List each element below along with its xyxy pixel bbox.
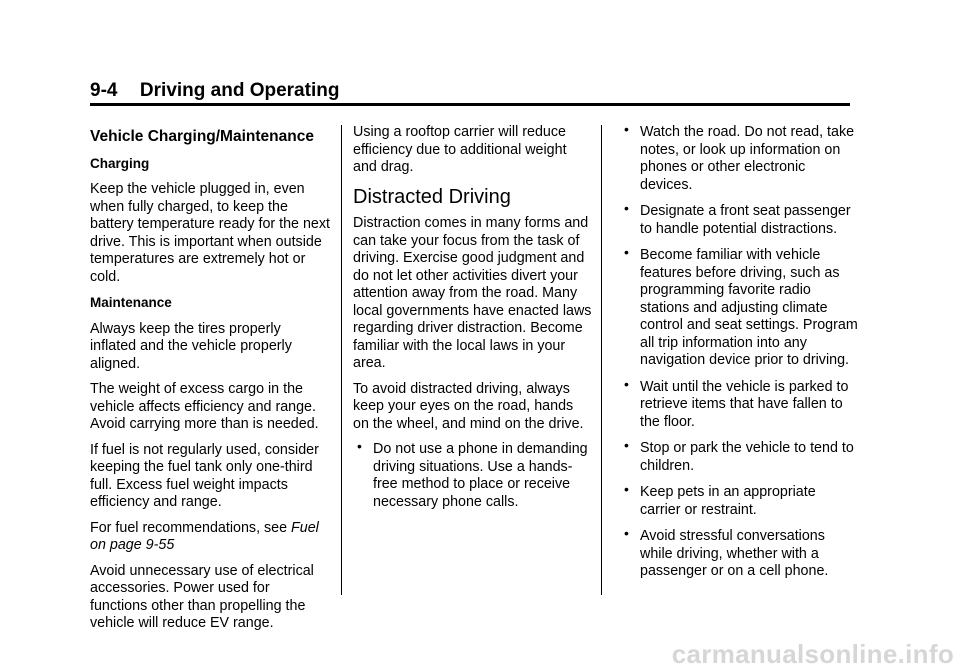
bullet-icon: • xyxy=(624,525,629,541)
list-item-text: Designate a front seat passenger to handle potential distractions. xyxy=(640,203,851,237)
bullet-icon: • xyxy=(624,244,629,260)
list-item xyxy=(620,481,860,519)
bullet-icon: • xyxy=(624,121,629,137)
charging-heading: Charging xyxy=(90,155,150,171)
rooftop-paragraph: Using a rooftop carrier will reduce efficiency due to additional weight and drag. xyxy=(353,124,567,175)
column-divider-2 xyxy=(601,125,602,595)
bullet-icon: • xyxy=(624,375,629,392)
list-item-text: Become familiar with vehicle features before driving, such as programming favorite radio stations and adjusting climate control and seat settings. Program all trip information into any navigation device prior to driving. xyxy=(640,247,858,368)
list-item-text: Do not use a phone in demanding driving situations. Use a hands-free method to place or receive necessary phone calls. xyxy=(373,441,588,510)
list-item-text: Stop or park the vehicle to tend to children. xyxy=(640,440,854,474)
vehicle-charging-heading: Vehicle Charging/Maintenance xyxy=(90,128,314,145)
distraction-paragraph: Distraction comes in many forms and can take your focus from the task of driving. Exercise good judgment and do not let other activities divert your attention away from the road. Many local governments have enacted laws regarding driver distraction. Become familiar with the local laws in your area. xyxy=(353,215,592,371)
list-item-text: Watch the road. Do not read, take notes, or look up information on phones or other electronic devices. xyxy=(640,124,855,193)
bullet-icon: • xyxy=(624,200,629,216)
maintenance-paragraph: Always keep the tires properly inflated and the vehicle properly aligned. xyxy=(90,320,292,372)
list-item-text: Avoid stressful conversations while driving, whether with a passenger or on a cell phone. xyxy=(640,528,829,579)
charging-paragraph: Keep the vehicle plugged in, even when fully charged, to keep the battery temperature ready for the next drive. This is important when outside temperatures are extremely hot or cold. xyxy=(90,181,330,285)
list-item-text: Keep pets in an appropriate carrier or restraint. xyxy=(640,484,816,518)
column-2 xyxy=(353,124,593,520)
watermark: carmanualsonline.info xyxy=(671,639,954,669)
bullet-icon: • xyxy=(357,438,362,454)
maintenance-heading: Maintenance xyxy=(90,295,172,310)
list-item xyxy=(620,200,860,238)
distracted-driving-heading: Distracted Driving xyxy=(353,185,511,208)
bullet-icon: • xyxy=(624,481,629,497)
list-item xyxy=(620,525,860,581)
section-title: Driving and Operating xyxy=(139,80,340,101)
list-item xyxy=(620,375,860,432)
fuel-reference-paragraph xyxy=(90,520,330,555)
page-header xyxy=(90,80,850,102)
avoid-distraction-paragraph: To avoid distracted driving, always keep your eyes on the road, hands on the wheel, and mind on the drive. xyxy=(353,380,584,432)
fuel-reference-text: For fuel recommendations, see xyxy=(90,519,292,536)
fuel-reference-link[interactable]: Fuel on page 9-55 xyxy=(90,519,319,553)
list-item xyxy=(620,244,860,370)
list-item xyxy=(620,121,860,194)
list-item xyxy=(353,438,593,511)
fuel-paragraph: If fuel is not regularly used, consider keeping the fuel tank only one-third full. Excess fuel weight impacts efficiency and range. xyxy=(90,441,319,510)
accessories-paragraph: Avoid unnecessary use of electrical accessories. Power used for functions other than propelling the vehicle will reduce EV range. xyxy=(90,562,314,631)
header-rule xyxy=(90,103,850,106)
cargo-paragraph: The weight of excess cargo in the vehicle affects efficiency and range. Avoid carrying more than is needed. xyxy=(90,381,319,432)
list-item-text: Wait until the vehicle is parked to retrieve items that have fallen to the floor. xyxy=(640,378,849,430)
column-divider-1 xyxy=(341,125,342,595)
col2-bullet-list xyxy=(353,438,593,511)
page-number: 9-4 xyxy=(90,80,118,101)
list-item xyxy=(620,437,860,475)
col3-bullet-list xyxy=(620,121,860,581)
column-3 xyxy=(620,121,860,590)
column-1 xyxy=(90,124,330,641)
bullet-icon: • xyxy=(624,437,629,453)
